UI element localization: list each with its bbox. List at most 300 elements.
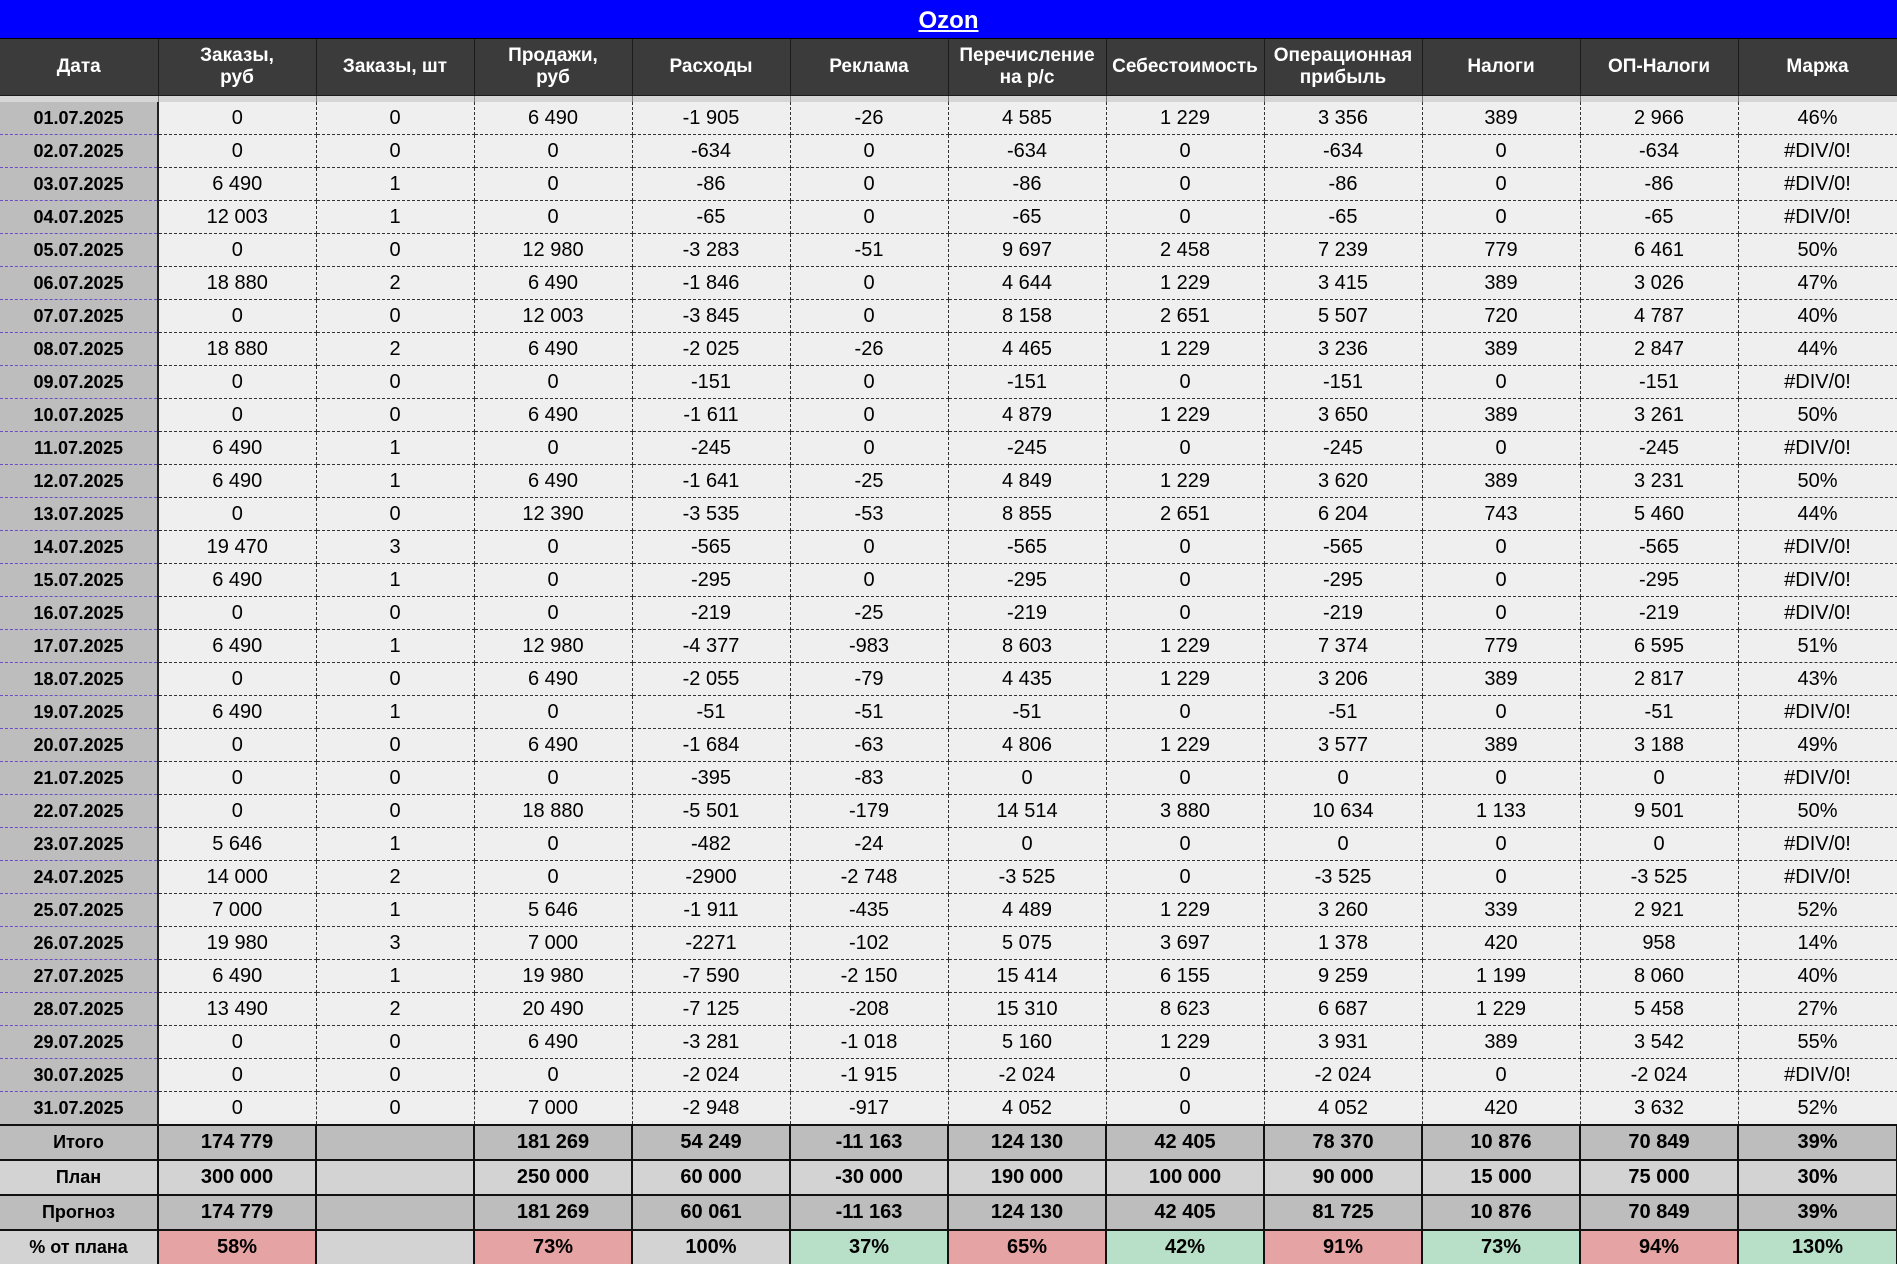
date-cell[interactable]: 22.07.2025 bbox=[0, 795, 158, 828]
data-cell[interactable]: 0 bbox=[158, 102, 316, 135]
data-cell[interactable]: 0 bbox=[316, 366, 474, 399]
data-cell[interactable]: 4 489 bbox=[948, 894, 1106, 927]
data-cell[interactable]: 0 bbox=[474, 135, 632, 168]
data-cell[interactable]: 0 bbox=[316, 1092, 474, 1126]
data-cell[interactable]: -295 bbox=[1580, 564, 1738, 597]
data-cell[interactable]: -634 bbox=[1264, 135, 1422, 168]
data-cell[interactable]: 6 490 bbox=[474, 102, 632, 135]
data-cell[interactable]: 0 bbox=[158, 795, 316, 828]
data-cell[interactable]: -65 bbox=[1264, 201, 1422, 234]
summary-cell[interactable]: -11 163 bbox=[790, 1125, 948, 1160]
date-cell[interactable]: 13.07.2025 bbox=[0, 498, 158, 531]
summary-cell[interactable]: 91% bbox=[1264, 1230, 1422, 1264]
data-cell[interactable]: 0 bbox=[1106, 564, 1264, 597]
summary-cell[interactable]: 10 876 bbox=[1422, 1125, 1580, 1160]
data-cell[interactable]: 4 052 bbox=[948, 1092, 1106, 1126]
data-cell[interactable]: -86 bbox=[1264, 168, 1422, 201]
data-cell[interactable]: 6 490 bbox=[158, 564, 316, 597]
data-cell[interactable]: 8 623 bbox=[1106, 993, 1264, 1026]
data-cell[interactable]: 7 239 bbox=[1264, 234, 1422, 267]
data-cell[interactable]: -219 bbox=[1264, 597, 1422, 630]
data-cell[interactable]: 15 414 bbox=[948, 960, 1106, 993]
summary-cell[interactable]: 300 000 bbox=[158, 1160, 316, 1195]
data-cell[interactable]: -65 bbox=[1580, 201, 1738, 234]
data-cell[interactable]: 3 931 bbox=[1264, 1026, 1422, 1059]
data-cell[interactable]: 1 229 bbox=[1106, 399, 1264, 432]
data-cell[interactable]: -151 bbox=[1580, 366, 1738, 399]
data-cell[interactable]: 12 003 bbox=[158, 201, 316, 234]
data-cell[interactable]: -565 bbox=[1264, 531, 1422, 564]
data-cell[interactable]: 3 650 bbox=[1264, 399, 1422, 432]
data-cell[interactable]: 9 501 bbox=[1580, 795, 1738, 828]
data-cell[interactable]: 0 bbox=[158, 1092, 316, 1126]
data-cell[interactable]: 0 bbox=[1422, 531, 1580, 564]
data-cell[interactable]: 14 514 bbox=[948, 795, 1106, 828]
column-header[interactable]: Операционная прибыль bbox=[1264, 39, 1422, 96]
data-cell[interactable]: 4 806 bbox=[948, 729, 1106, 762]
data-cell[interactable]: -102 bbox=[790, 927, 948, 960]
data-cell[interactable]: -7 590 bbox=[632, 960, 790, 993]
summary-cell[interactable]: 30% bbox=[1738, 1160, 1897, 1195]
column-header[interactable]: Перечисление на р/с bbox=[948, 39, 1106, 96]
data-cell[interactable]: 6 490 bbox=[474, 465, 632, 498]
data-cell[interactable]: 5 160 bbox=[948, 1026, 1106, 1059]
data-cell[interactable]: #DIV/0! bbox=[1738, 201, 1897, 234]
data-cell[interactable]: 19 980 bbox=[474, 960, 632, 993]
data-cell[interactable]: -1 915 bbox=[790, 1059, 948, 1092]
summary-cell[interactable]: 181 269 bbox=[474, 1195, 632, 1230]
summary-cell[interactable]: 39% bbox=[1738, 1125, 1897, 1160]
data-cell[interactable]: 0 bbox=[316, 135, 474, 168]
data-cell[interactable]: 6 490 bbox=[474, 729, 632, 762]
data-cell[interactable]: 15 310 bbox=[948, 993, 1106, 1026]
data-cell[interactable]: -63 bbox=[790, 729, 948, 762]
data-cell[interactable]: -4 377 bbox=[632, 630, 790, 663]
data-cell[interactable]: -219 bbox=[632, 597, 790, 630]
data-cell[interactable]: 0 bbox=[1422, 135, 1580, 168]
summary-cell[interactable]: 10 876 bbox=[1422, 1195, 1580, 1230]
data-cell[interactable]: 1 229 bbox=[1106, 663, 1264, 696]
date-cell[interactable]: 07.07.2025 bbox=[0, 300, 158, 333]
data-cell[interactable]: 50% bbox=[1738, 795, 1897, 828]
summary-cell[interactable]: 90 000 bbox=[1264, 1160, 1422, 1195]
data-cell[interactable]: #DIV/0! bbox=[1738, 168, 1897, 201]
date-cell[interactable]: 25.07.2025 bbox=[0, 894, 158, 927]
data-cell[interactable]: -634 bbox=[948, 135, 1106, 168]
data-cell[interactable]: 389 bbox=[1422, 267, 1580, 300]
data-cell[interactable]: -26 bbox=[790, 333, 948, 366]
summary-cell[interactable]: 73% bbox=[1422, 1230, 1580, 1264]
summary-cell[interactable] bbox=[316, 1125, 474, 1160]
data-cell[interactable]: -2900 bbox=[632, 861, 790, 894]
data-cell[interactable]: -86 bbox=[632, 168, 790, 201]
data-cell[interactable]: 43% bbox=[1738, 663, 1897, 696]
data-cell[interactable]: 49% bbox=[1738, 729, 1897, 762]
data-cell[interactable]: 0 bbox=[316, 498, 474, 531]
summary-cell[interactable]: 100% bbox=[632, 1230, 790, 1264]
data-cell[interactable]: -1 611 bbox=[632, 399, 790, 432]
data-cell[interactable]: 0 bbox=[1106, 531, 1264, 564]
data-cell[interactable]: 0 bbox=[474, 597, 632, 630]
column-header[interactable]: Маржа bbox=[1738, 39, 1897, 96]
data-cell[interactable]: 14% bbox=[1738, 927, 1897, 960]
column-header[interactable]: Заказы, руб bbox=[158, 39, 316, 96]
date-cell[interactable]: 06.07.2025 bbox=[0, 267, 158, 300]
summary-cell[interactable] bbox=[316, 1160, 474, 1195]
data-cell[interactable]: -2271 bbox=[632, 927, 790, 960]
data-cell[interactable]: #DIV/0! bbox=[1738, 531, 1897, 564]
data-cell[interactable]: 420 bbox=[1422, 927, 1580, 960]
data-cell[interactable]: 0 bbox=[1580, 762, 1738, 795]
summary-label[interactable]: Итого bbox=[0, 1125, 158, 1160]
data-cell[interactable]: 12 980 bbox=[474, 234, 632, 267]
data-cell[interactable]: 0 bbox=[1580, 828, 1738, 861]
data-cell[interactable]: 50% bbox=[1738, 465, 1897, 498]
data-cell[interactable]: 1 229 bbox=[1106, 1026, 1264, 1059]
data-cell[interactable]: 2 847 bbox=[1580, 333, 1738, 366]
data-cell[interactable]: 44% bbox=[1738, 333, 1897, 366]
data-cell[interactable]: 3 880 bbox=[1106, 795, 1264, 828]
data-cell[interactable]: -7 125 bbox=[632, 993, 790, 1026]
data-cell[interactable]: 0 bbox=[474, 432, 632, 465]
data-cell[interactable]: -25 bbox=[790, 465, 948, 498]
data-cell[interactable]: 0 bbox=[474, 762, 632, 795]
data-cell[interactable]: #DIV/0! bbox=[1738, 762, 1897, 795]
data-cell[interactable]: -208 bbox=[790, 993, 948, 1026]
data-cell[interactable]: 0 bbox=[1106, 1092, 1264, 1126]
data-cell[interactable]: -565 bbox=[1580, 531, 1738, 564]
summary-cell[interactable]: 60 061 bbox=[632, 1195, 790, 1230]
data-cell[interactable]: 0 bbox=[1106, 201, 1264, 234]
data-cell[interactable]: 14 000 bbox=[158, 861, 316, 894]
summary-cell[interactable] bbox=[316, 1230, 474, 1264]
data-cell[interactable]: 6 490 bbox=[158, 168, 316, 201]
data-cell[interactable]: 3 577 bbox=[1264, 729, 1422, 762]
data-cell[interactable]: 3 236 bbox=[1264, 333, 1422, 366]
data-cell[interactable]: -245 bbox=[1264, 432, 1422, 465]
data-cell[interactable]: 1 bbox=[316, 168, 474, 201]
date-cell[interactable]: 15.07.2025 bbox=[0, 564, 158, 597]
data-cell[interactable]: 0 bbox=[790, 432, 948, 465]
data-cell[interactable]: 958 bbox=[1580, 927, 1738, 960]
data-cell[interactable]: 1 229 bbox=[1106, 102, 1264, 135]
data-cell[interactable]: 0 bbox=[316, 300, 474, 333]
summary-cell[interactable]: 54 249 bbox=[632, 1125, 790, 1160]
data-cell[interactable]: 1 bbox=[316, 465, 474, 498]
data-cell[interactable]: 19 980 bbox=[158, 927, 316, 960]
summary-cell[interactable]: 190 000 bbox=[948, 1160, 1106, 1195]
data-cell[interactable]: 6 595 bbox=[1580, 630, 1738, 663]
date-cell[interactable]: 04.07.2025 bbox=[0, 201, 158, 234]
data-cell[interactable]: -151 bbox=[632, 366, 790, 399]
data-cell[interactable]: -219 bbox=[1580, 597, 1738, 630]
data-cell[interactable]: 6 490 bbox=[474, 399, 632, 432]
data-cell[interactable]: 0 bbox=[790, 531, 948, 564]
data-cell[interactable]: 0 bbox=[474, 1059, 632, 1092]
data-cell[interactable]: 0 bbox=[1422, 168, 1580, 201]
data-cell[interactable]: 0 bbox=[316, 729, 474, 762]
data-cell[interactable]: 7 000 bbox=[474, 1092, 632, 1126]
data-cell[interactable]: -1 911 bbox=[632, 894, 790, 927]
data-cell[interactable]: 52% bbox=[1738, 1092, 1897, 1126]
data-cell[interactable]: 1 bbox=[316, 960, 474, 993]
data-cell[interactable]: 8 060 bbox=[1580, 960, 1738, 993]
date-cell[interactable]: 29.07.2025 bbox=[0, 1026, 158, 1059]
data-cell[interactable]: 0 bbox=[1422, 201, 1580, 234]
data-cell[interactable]: 389 bbox=[1422, 333, 1580, 366]
date-cell[interactable]: 30.07.2025 bbox=[0, 1059, 158, 1092]
data-cell[interactable]: 5 075 bbox=[948, 927, 1106, 960]
data-cell[interactable]: -565 bbox=[948, 531, 1106, 564]
data-cell[interactable]: 0 bbox=[1106, 366, 1264, 399]
data-cell[interactable]: 40% bbox=[1738, 300, 1897, 333]
data-cell[interactable]: 0 bbox=[158, 762, 316, 795]
summary-label[interactable]: Прогноз bbox=[0, 1195, 158, 1230]
data-cell[interactable]: 4 585 bbox=[948, 102, 1106, 135]
data-cell[interactable]: 743 bbox=[1422, 498, 1580, 531]
data-cell[interactable]: 7 000 bbox=[474, 927, 632, 960]
data-cell[interactable]: 2 651 bbox=[1106, 498, 1264, 531]
data-cell[interactable]: 779 bbox=[1422, 630, 1580, 663]
data-cell[interactable]: 0 bbox=[158, 399, 316, 432]
data-cell[interactable]: 389 bbox=[1422, 465, 1580, 498]
data-cell[interactable]: 3 188 bbox=[1580, 729, 1738, 762]
date-cell[interactable]: 18.07.2025 bbox=[0, 663, 158, 696]
data-cell[interactable]: 18 880 bbox=[474, 795, 632, 828]
data-cell[interactable]: #DIV/0! bbox=[1738, 861, 1897, 894]
data-cell[interactable]: 4 787 bbox=[1580, 300, 1738, 333]
data-cell[interactable]: -83 bbox=[790, 762, 948, 795]
data-cell[interactable]: #DIV/0! bbox=[1738, 135, 1897, 168]
data-cell[interactable]: 3 356 bbox=[1264, 102, 1422, 135]
data-cell[interactable]: 20 490 bbox=[474, 993, 632, 1026]
summary-cell[interactable]: -30 000 bbox=[790, 1160, 948, 1195]
data-cell[interactable]: 0 bbox=[790, 168, 948, 201]
data-cell[interactable]: 0 bbox=[1106, 432, 1264, 465]
data-cell[interactable]: #DIV/0! bbox=[1738, 432, 1897, 465]
data-cell[interactable]: 10 634 bbox=[1264, 795, 1422, 828]
data-cell[interactable]: 0 bbox=[1106, 696, 1264, 729]
data-cell[interactable]: 0 bbox=[474, 168, 632, 201]
data-cell[interactable]: 3 bbox=[316, 927, 474, 960]
summary-cell[interactable]: 78 370 bbox=[1264, 1125, 1422, 1160]
data-cell[interactable]: 27% bbox=[1738, 993, 1897, 1026]
data-cell[interactable]: -482 bbox=[632, 828, 790, 861]
data-cell[interactable]: 6 490 bbox=[474, 267, 632, 300]
data-cell[interactable]: -565 bbox=[632, 531, 790, 564]
data-cell[interactable]: 0 bbox=[474, 861, 632, 894]
data-cell[interactable]: 13 490 bbox=[158, 993, 316, 1026]
data-cell[interactable]: 6 687 bbox=[1264, 993, 1422, 1026]
summary-cell[interactable]: 124 130 bbox=[948, 1195, 1106, 1230]
summary-label[interactable]: План bbox=[0, 1160, 158, 1195]
data-cell[interactable]: 1 bbox=[316, 564, 474, 597]
data-cell[interactable]: 0 bbox=[158, 1059, 316, 1092]
summary-label[interactable]: % от плана bbox=[0, 1230, 158, 1264]
summary-cell[interactable]: 181 269 bbox=[474, 1125, 632, 1160]
date-cell[interactable]: 02.07.2025 bbox=[0, 135, 158, 168]
data-cell[interactable]: 5 460 bbox=[1580, 498, 1738, 531]
data-cell[interactable]: 389 bbox=[1422, 663, 1580, 696]
data-cell[interactable]: #DIV/0! bbox=[1738, 1059, 1897, 1092]
data-cell[interactable]: 12 390 bbox=[474, 498, 632, 531]
summary-cell[interactable]: 42 405 bbox=[1106, 1195, 1264, 1230]
data-cell[interactable]: 1 199 bbox=[1422, 960, 1580, 993]
data-cell[interactable]: -86 bbox=[1580, 168, 1738, 201]
date-cell[interactable]: 23.07.2025 bbox=[0, 828, 158, 861]
data-cell[interactable]: 5 646 bbox=[158, 828, 316, 861]
data-cell[interactable]: 0 bbox=[316, 1059, 474, 1092]
data-cell[interactable]: 0 bbox=[158, 1026, 316, 1059]
data-cell[interactable]: 420 bbox=[1422, 1092, 1580, 1126]
data-cell[interactable]: 4 435 bbox=[948, 663, 1106, 696]
data-cell[interactable]: 50% bbox=[1738, 234, 1897, 267]
data-cell[interactable]: -983 bbox=[790, 630, 948, 663]
data-cell[interactable]: 3 261 bbox=[1580, 399, 1738, 432]
date-cell[interactable]: 19.07.2025 bbox=[0, 696, 158, 729]
summary-cell[interactable]: 42% bbox=[1106, 1230, 1264, 1264]
data-cell[interactable]: 1 133 bbox=[1422, 795, 1580, 828]
data-cell[interactable]: 2 651 bbox=[1106, 300, 1264, 333]
data-cell[interactable]: -1 905 bbox=[632, 102, 790, 135]
data-cell[interactable]: -65 bbox=[632, 201, 790, 234]
data-cell[interactable]: 0 bbox=[1422, 597, 1580, 630]
data-cell[interactable]: 3 026 bbox=[1580, 267, 1738, 300]
data-cell[interactable]: -2 055 bbox=[632, 663, 790, 696]
data-cell[interactable]: 19 470 bbox=[158, 531, 316, 564]
data-cell[interactable]: 0 bbox=[948, 828, 1106, 861]
data-cell[interactable]: 1 229 bbox=[1106, 333, 1264, 366]
data-cell[interactable]: 1 229 bbox=[1106, 630, 1264, 663]
data-cell[interactable]: 8 855 bbox=[948, 498, 1106, 531]
date-cell[interactable]: 21.07.2025 bbox=[0, 762, 158, 795]
data-cell[interactable]: 0 bbox=[158, 135, 316, 168]
data-cell[interactable]: 1 bbox=[316, 432, 474, 465]
data-cell[interactable]: 389 bbox=[1422, 729, 1580, 762]
data-cell[interactable]: -295 bbox=[632, 564, 790, 597]
data-cell[interactable]: 0 bbox=[948, 762, 1106, 795]
data-cell[interactable]: 12 980 bbox=[474, 630, 632, 663]
date-cell[interactable]: 27.07.2025 bbox=[0, 960, 158, 993]
summary-cell[interactable]: 60 000 bbox=[632, 1160, 790, 1195]
data-cell[interactable]: -51 bbox=[1264, 696, 1422, 729]
data-cell[interactable]: 0 bbox=[790, 564, 948, 597]
data-cell[interactable]: 18 880 bbox=[158, 333, 316, 366]
data-cell[interactable]: 389 bbox=[1422, 1026, 1580, 1059]
data-cell[interactable]: -51 bbox=[948, 696, 1106, 729]
column-header[interactable]: Налоги bbox=[1422, 39, 1580, 96]
summary-cell[interactable]: 58% bbox=[158, 1230, 316, 1264]
column-header[interactable]: Реклама bbox=[790, 39, 948, 96]
data-cell[interactable]: 0 bbox=[158, 498, 316, 531]
data-cell[interactable]: 4 879 bbox=[948, 399, 1106, 432]
data-cell[interactable]: 339 bbox=[1422, 894, 1580, 927]
data-cell[interactable]: 7 000 bbox=[158, 894, 316, 927]
data-cell[interactable]: 720 bbox=[1422, 300, 1580, 333]
date-cell[interactable]: 10.07.2025 bbox=[0, 399, 158, 432]
data-cell[interactable]: 1 bbox=[316, 696, 474, 729]
data-cell[interactable]: 1 229 bbox=[1106, 894, 1264, 927]
data-cell[interactable]: 52% bbox=[1738, 894, 1897, 927]
data-cell[interactable]: -1 018 bbox=[790, 1026, 948, 1059]
data-cell[interactable]: 0 bbox=[790, 300, 948, 333]
data-cell[interactable]: 0 bbox=[1422, 564, 1580, 597]
data-cell[interactable]: -3 281 bbox=[632, 1026, 790, 1059]
data-cell[interactable]: 4 644 bbox=[948, 267, 1106, 300]
data-cell[interactable]: 2 bbox=[316, 861, 474, 894]
data-cell[interactable]: 0 bbox=[158, 300, 316, 333]
data-cell[interactable]: -2 024 bbox=[948, 1059, 1106, 1092]
data-cell[interactable]: #DIV/0! bbox=[1738, 564, 1897, 597]
data-cell[interactable]: 4 052 bbox=[1264, 1092, 1422, 1126]
data-cell[interactable]: 9 259 bbox=[1264, 960, 1422, 993]
data-cell[interactable]: -219 bbox=[948, 597, 1106, 630]
data-cell[interactable]: -3 535 bbox=[632, 498, 790, 531]
data-cell[interactable]: -51 bbox=[790, 234, 948, 267]
data-cell[interactable]: -1 684 bbox=[632, 729, 790, 762]
data-cell[interactable]: 6 490 bbox=[158, 696, 316, 729]
data-cell[interactable]: -24 bbox=[790, 828, 948, 861]
data-cell[interactable]: 0 bbox=[1264, 762, 1422, 795]
data-cell[interactable]: 55% bbox=[1738, 1026, 1897, 1059]
data-cell[interactable]: -2 024 bbox=[632, 1059, 790, 1092]
data-cell[interactable]: 1 229 bbox=[1106, 729, 1264, 762]
date-cell[interactable]: 16.07.2025 bbox=[0, 597, 158, 630]
data-cell[interactable]: 5 458 bbox=[1580, 993, 1738, 1026]
data-cell[interactable]: 6 490 bbox=[474, 333, 632, 366]
data-cell[interactable]: 3 bbox=[316, 531, 474, 564]
summary-cell[interactable] bbox=[316, 1195, 474, 1230]
date-cell[interactable]: 09.07.2025 bbox=[0, 366, 158, 399]
data-cell[interactable]: 47% bbox=[1738, 267, 1897, 300]
data-cell[interactable]: 2 bbox=[316, 993, 474, 1026]
data-cell[interactable]: 0 bbox=[474, 564, 632, 597]
data-cell[interactable]: 2 bbox=[316, 333, 474, 366]
data-cell[interactable]: #DIV/0! bbox=[1738, 696, 1897, 729]
data-cell[interactable]: 7 374 bbox=[1264, 630, 1422, 663]
data-cell[interactable]: 8 603 bbox=[948, 630, 1106, 663]
data-cell[interactable]: 6 490 bbox=[474, 1026, 632, 1059]
data-cell[interactable]: -634 bbox=[1580, 135, 1738, 168]
data-cell[interactable]: 0 bbox=[790, 201, 948, 234]
data-cell[interactable]: 5 507 bbox=[1264, 300, 1422, 333]
data-cell[interactable]: -395 bbox=[632, 762, 790, 795]
data-cell[interactable]: -295 bbox=[948, 564, 1106, 597]
summary-cell[interactable]: 100 000 bbox=[1106, 1160, 1264, 1195]
data-cell[interactable]: 5 646 bbox=[474, 894, 632, 927]
data-cell[interactable]: #DIV/0! bbox=[1738, 597, 1897, 630]
data-cell[interactable]: -245 bbox=[1580, 432, 1738, 465]
data-cell[interactable]: 1 229 bbox=[1422, 993, 1580, 1026]
data-cell[interactable]: 0 bbox=[1106, 861, 1264, 894]
data-cell[interactable]: -2 948 bbox=[632, 1092, 790, 1126]
data-cell[interactable]: 6 461 bbox=[1580, 234, 1738, 267]
data-cell[interactable]: 1 229 bbox=[1106, 465, 1264, 498]
data-cell[interactable]: 0 bbox=[158, 366, 316, 399]
data-cell[interactable]: 6 155 bbox=[1106, 960, 1264, 993]
summary-cell[interactable]: 174 779 bbox=[158, 1195, 316, 1230]
data-cell[interactable]: 0 bbox=[1106, 1059, 1264, 1092]
data-cell[interactable]: 0 bbox=[1264, 828, 1422, 861]
data-cell[interactable]: -2 025 bbox=[632, 333, 790, 366]
data-cell[interactable]: 0 bbox=[1106, 168, 1264, 201]
data-cell[interactable]: -634 bbox=[632, 135, 790, 168]
data-cell[interactable]: 3 620 bbox=[1264, 465, 1422, 498]
data-cell[interactable]: -917 bbox=[790, 1092, 948, 1126]
data-cell[interactable]: 0 bbox=[316, 1026, 474, 1059]
data-cell[interactable]: 2 817 bbox=[1580, 663, 1738, 696]
data-cell[interactable]: 1 bbox=[316, 828, 474, 861]
